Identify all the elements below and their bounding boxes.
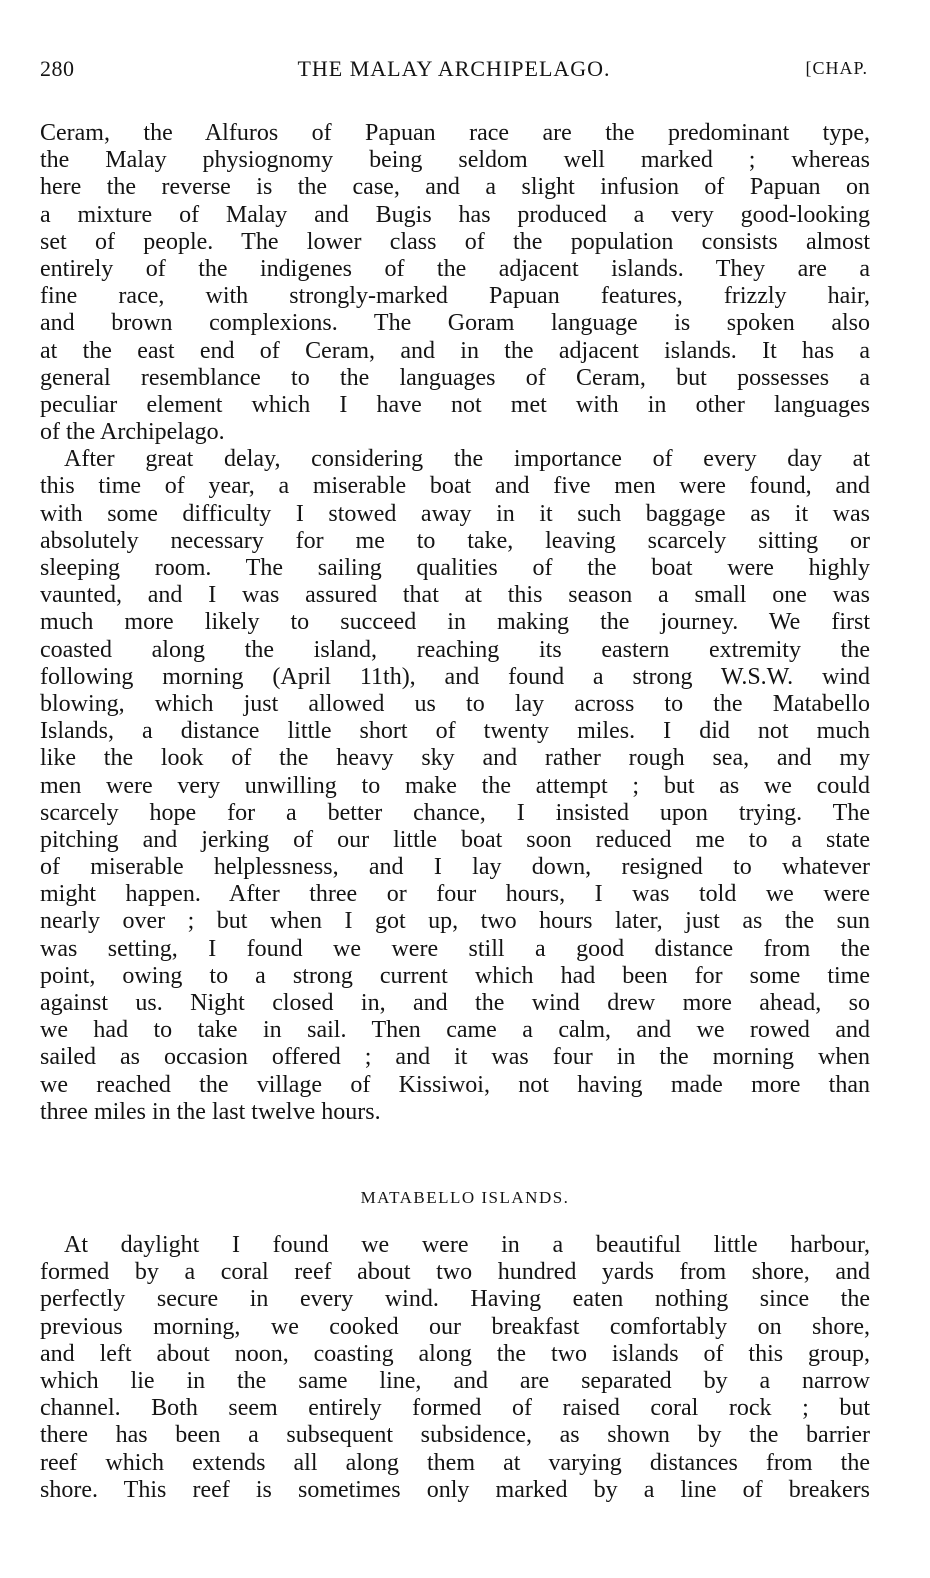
- section-heading: MATABELLO ISLANDS.: [360, 1188, 570, 1207]
- text-line: we reached the village of Kissiwoi, not having made more than: [40, 1071, 870, 1098]
- text-line: Islands, a distance little short of twenty miles. I did not much: [40, 718, 870, 745]
- text-line: this time of year, a miserable boat and five men were found, and: [40, 473, 870, 500]
- text-line: formed by a coral reef about two hundred yards from shore, and: [40, 1259, 870, 1286]
- text-line: against us. Night closed in, and the wind drew more ahead, so: [40, 990, 870, 1016]
- text-line: previous morning, we cooked our breakfast comfortably on shore,: [40, 1313, 870, 1340]
- text-line: here the reverse is the case, and a slight infusion of Papuan on: [40, 174, 870, 201]
- text-line: a mixture of Malay and Bugis has produced a very good-looking: [40, 201, 870, 228]
- section-text: [40, 1232, 870, 1504]
- text-line: coasted along the island, reaching its eastern extremity the: [40, 636, 870, 663]
- text-line: set of people. The lower class of the population consists almost: [40, 228, 870, 255]
- running-header: [40, 56, 868, 88]
- text-line: we had to take in sail. Then came a calm, and we rowed and: [40, 1017, 870, 1044]
- text-line: at the east end of Ceram, and in the adjacent islands. It has a: [40, 337, 870, 364]
- text-line: scarcely hope for a better chance, I insisted upon trying. The: [40, 799, 870, 826]
- text-line: Ceram, the Alfuros of Papuan race are the predominant type,: [40, 120, 870, 146]
- text-line: reef which extends all along them at varying distances from the: [40, 1449, 870, 1476]
- chapter-mark: [CHAP.: [805, 58, 868, 78]
- text-line: and left about noon, coasting along the two islands of this group,: [40, 1340, 870, 1367]
- text-line: men were very unwilling to make the attempt ; but as we could: [40, 772, 870, 799]
- text-line: absolutely necessary for me to take, leaving scarcely sitting or: [40, 527, 870, 554]
- paragraph-continued: [40, 120, 870, 446]
- text-line: channel. Both seem entirely formed of raised coral rock ; but: [40, 1395, 870, 1422]
- text-line: pitching and jerking of our little boat soon reduced me to a state: [40, 826, 870, 853]
- page-number: 280: [40, 56, 75, 81]
- text-line: the Malay physiognomy being seldom well marked ; whereas: [40, 147, 870, 174]
- paragraph-voyage: [40, 446, 870, 1126]
- text-line: At daylight I found we were in a beautiful little harbour,: [64, 1232, 870, 1258]
- book-title: THE MALAY ARCHIPELAGO.: [297, 56, 611, 81]
- text-line: of the Archipelago.: [40, 419, 225, 446]
- main-text: [40, 120, 870, 1126]
- text-line: following morning (April 11th), and found a strong W.S.W. wind: [40, 663, 870, 690]
- text-line: was setting, I found we were still a good distance from the: [40, 935, 870, 962]
- text-line: perfectly secure in every wind. Having eaten nothing since the: [40, 1286, 870, 1313]
- text-line: point, owing to a strong current which had been for some time: [40, 962, 870, 989]
- text-line: there has been a subsequent subsidence, as shown by the barrier: [40, 1422, 870, 1449]
- text-line: like the look of the heavy sky and rather rough sea, and my: [40, 745, 870, 772]
- text-line: blowing, which just allowed us to lay across to the Matabello: [40, 690, 870, 717]
- text-line: three miles in the last twelve hours.: [40, 1098, 381, 1125]
- text-line: vaunted, and I was assured that at this season a small one was: [40, 582, 870, 609]
- text-line: nearly over ; but when I got up, two hours later, just as the sun: [40, 908, 870, 935]
- text-line: and brown complexions. The Goram language is spoken also: [40, 310, 870, 337]
- text-line: shore. This reef is sometimes only marked by a line of breakers: [40, 1476, 870, 1503]
- text-line: sailed as occasion offered ; and it was four in the morning when: [40, 1044, 870, 1071]
- paragraph-matabello: [40, 1232, 870, 1504]
- text-line: fine race, with strongly-marked Papuan features, frizzly hair,: [40, 283, 870, 310]
- text-line: sleeping room. The sailing qualities of the boat were highly: [40, 555, 870, 581]
- text-line: After great delay, considering the importance of every day at: [64, 446, 870, 473]
- text-line: of miserable helplessness, and I lay down, resigned to whatever: [40, 854, 870, 881]
- text-line: entirely of the indigenes of the adjacent islands. They are a: [40, 255, 870, 282]
- text-line: might happen. After three or four hours, I was told we were: [40, 881, 870, 908]
- text-line: with some difficulty I stowed away in it such baggage as it was: [40, 500, 870, 527]
- text-line: much more likely to succeed in making the journey. We first: [40, 609, 870, 636]
- text-line: general resemblance to the languages of Ceram, but possesses a: [40, 364, 870, 391]
- text-line: which lie in the same line, and are separated by a narrow: [40, 1367, 870, 1394]
- text-line: peculiar element which I have not met with in other languages: [40, 391, 870, 418]
